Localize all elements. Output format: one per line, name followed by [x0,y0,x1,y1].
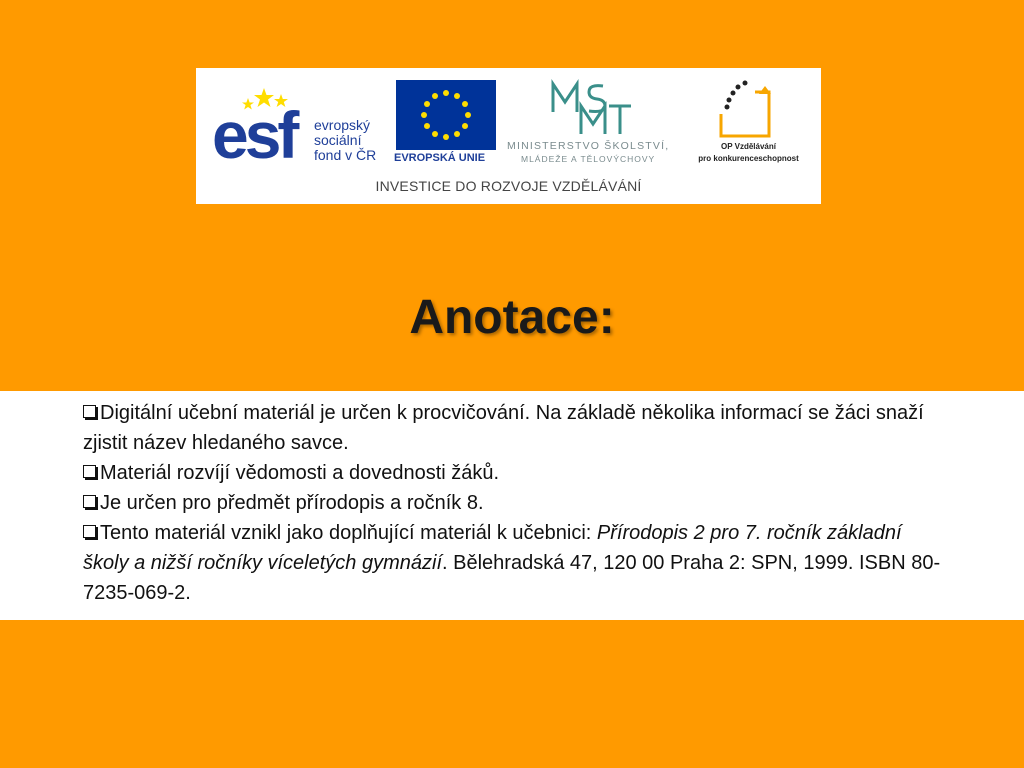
eu-flag-icon [396,80,496,150]
book-title: Přírodopis 2 pro 7. ročník základní školy a nižší ročníky víceletých gymnázií [83,522,902,574]
slide-title: Anotace: [409,291,615,344]
msmt-name-cont: MLÁDEŽE A TĚLOVÝCHOVY [521,154,656,164]
list-item [83,488,943,518]
eu-logo [394,80,498,170]
op-name-cont: pro konkurenceschopnost [698,154,799,163]
list-item-text: Digitální učební materiál je určen k procvičování. Na základě několika informací se žáci snaží zjistit název hledaného savce. [83,402,924,454]
list-item [83,458,943,488]
esf-caption-line: evropský [314,117,371,133]
eu-label: EVROPSKÁ UNIE [394,152,486,164]
checkbox-bullet-icon [83,495,96,508]
msmt-name: MINISTERSTVO ŠKOLSTVÍ, [507,140,670,152]
op-square-icon [711,78,781,140]
op-logo [686,78,811,178]
list-item [83,518,943,608]
content-band [0,391,1024,620]
msmt-monogram-icon [547,78,637,136]
esf-logo [212,80,387,175]
list-item-text: Je určen pro předmět přírodopis a ročník 8. [100,492,484,514]
checkbox-bullet-icon [83,405,96,418]
checkbox-bullet-icon [83,525,96,538]
banner-tagline: INVESTICE DO ROZVOJE VZDĚLÁVÁNÍ [375,178,642,194]
esf-caption-line: fond v ČR [314,147,377,163]
list-item [83,398,943,458]
logo-banner [196,68,821,204]
checkbox-bullet-icon [83,465,96,478]
list-item-text: Tento materiál vznikl jako doplňující materiál k učebnici: [100,522,597,544]
esf-caption-line: sociální [314,132,362,148]
esf-wordmark: esf [212,98,296,172]
op-name: OP Vzdělávání [721,142,776,151]
msmt-logo [507,78,685,178]
esf-caption [314,118,376,163]
annotation-text [83,398,943,608]
citation-text: . Bělehradská 47, 120 00 Praha 2: SPN, 1999. ISBN 80-7235-069-2. [83,552,941,604]
list-item-text: Materiál rozvíjí vědomosti a dovednosti žáků. [100,462,500,484]
